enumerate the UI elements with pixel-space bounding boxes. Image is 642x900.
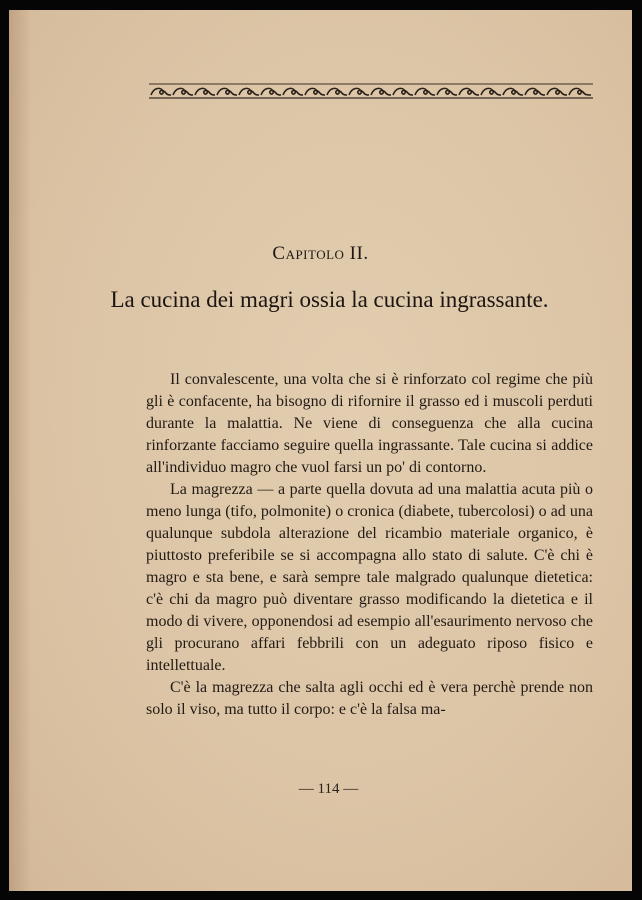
- wave-border-icon: [149, 82, 593, 100]
- body-text: [146, 369, 593, 721]
- paragraph: La magrezza — a parte quella dovuta ad una malattia acuta più o meno lunga (tifo, polmonite) o cronica (diabete, tubercolosi) o ad una qualunque subdola alterazione del ricambio materiale organico, è piuttosto preferibile se si accompagna allo stato di salute. C'è chi è magro e sta bene, e sarà sempre tale malgrado qualunque dietetica: c'è chi da magro può diventare grasso modificando la dietetica e il modo di vivere, opponendosi ad esempio all'esaurimento nervoso che gli procurano affari febbrili con un adeguato riposo fisico e intellettuale.: [146, 481, 593, 674]
- paragraph: Il convalescente, una volta che si è rinforzato col regime che più gli è confacente, ha bisogno di rifornire il grasso ed i muscoli perduti durante la malattia. Ne viene di conseguenza che alla cucina rinforzante facciamo seguire quella ingrassante. Tale cucina si addice all'individuo magro che vuol farsi un po' di contorno.: [146, 371, 593, 476]
- paragraph: C'è la magrezza che salta agli occhi ed è vera perchè prende non solo il viso, ma tutto il corpo: e c'è la falsa ma-: [146, 679, 593, 718]
- decorative-ornament-band: [149, 82, 593, 100]
- page-number: — 114 —: [298, 781, 359, 797]
- chapter-title: La cucina dei magri ossia la cucina ingrassante.: [110, 287, 549, 312]
- book-page: [9, 10, 632, 891]
- chapter-label: [9, 243, 632, 265]
- chapter-number: Capitolo II.: [272, 243, 369, 264]
